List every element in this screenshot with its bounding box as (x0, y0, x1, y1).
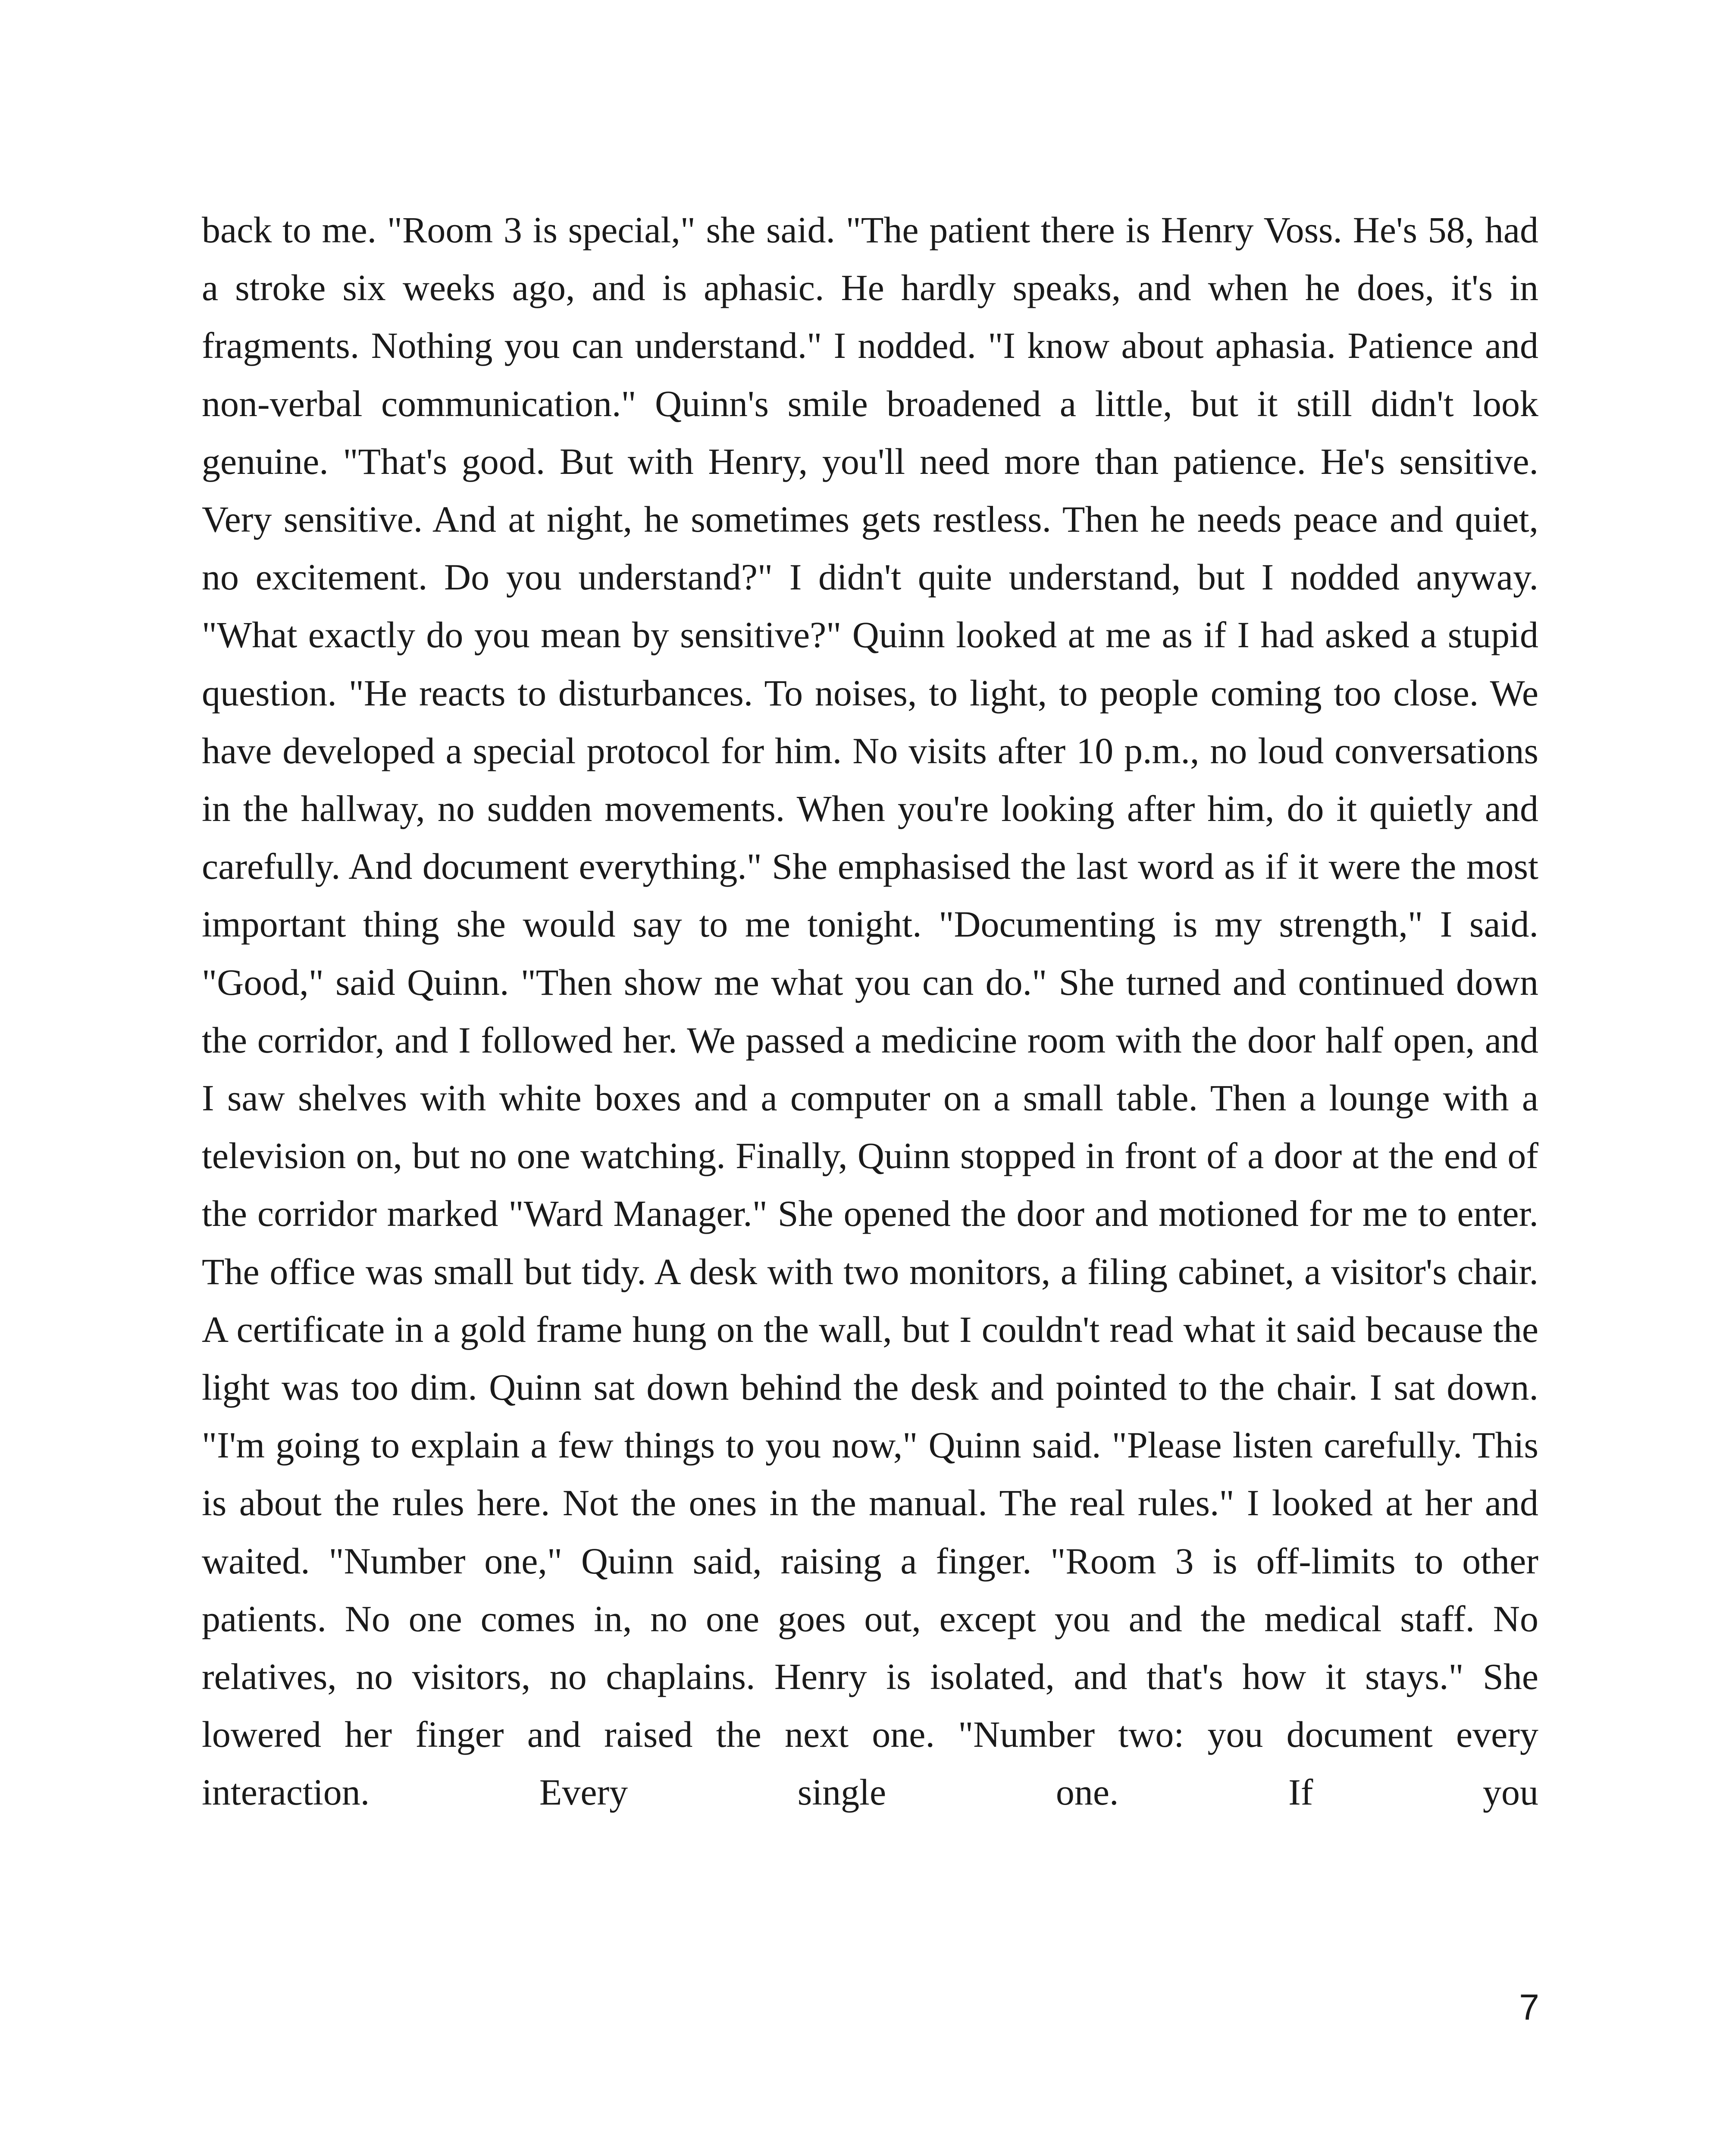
page-number: 7 (1519, 1987, 1539, 2028)
body-paragraph: back to me. "Room 3 is special," she said. "The patient there is Henry Voss. He's 58, had a stroke six weeks ago, and is aphasic. He hardly speaks, and when he does, it's in fragments. Nothing you can understand." I nodded. "I know about aphasia. Patience and non-verbal communication." Quinn's smile broadened a little, but it still didn't look genuine. "That's good. But with Henry, you'll need more than patience. He's sensitive. Very sensitive. And at night, he sometimes gets restless. Then he needs peace and quiet, no excitement. Do you understand?" I didn't quite understand, but I nodded anyway. "What exactly do you mean by sensitive?" Quinn looked at me as if I had asked a stupid question. "He reacts to disturbances. To noises, to light, to people coming too close. We have developed a special protocol for him. No visits after 10 p.m., no loud conversations in the hallway, no sudden movements. When you're looking after him, do it quietly and carefully. And document everything." She emphasised the last word as if it were the most important thing she would say to me tonight. "Documenting is my strength," I said. "Good," said Quinn. "Then show me what you can do." She turned and continued down the corridor, and I followed her. We passed a medicine room with the door half open, and I saw shelves with white boxes and a computer on a small table. Then a lounge with a television on, but no one watching. Finally, Quinn stopped in front of a door at the end of the corridor marked "Ward Manager." She opened the door and motioned for me to enter. The office was small but tidy. A desk with two monitors, a filing cabinet, a visitor's chair. A certificate in a gold frame hung on the wall, but I couldn't read what it said because the light was too dim. Quinn sat down behind the desk and pointed to the chair. I sat down. "I'm going to explain a few things to you now," Quinn said. "Please listen carefully. This is about the rules here. Not the ones in the manual. The real rules." I looked at her and waited. "Number one," Quinn said, raising a finger. "Room 3 is off-limits to other patients. No one comes in, no one goes out, except you and the medical staff. No relatives, no visitors, no chaplains. Henry is isolated, and that's how it stays." She lowered her finger and raised the next one. "Number two: you document every interaction. Every single one. If you (202, 209, 1538, 1813)
